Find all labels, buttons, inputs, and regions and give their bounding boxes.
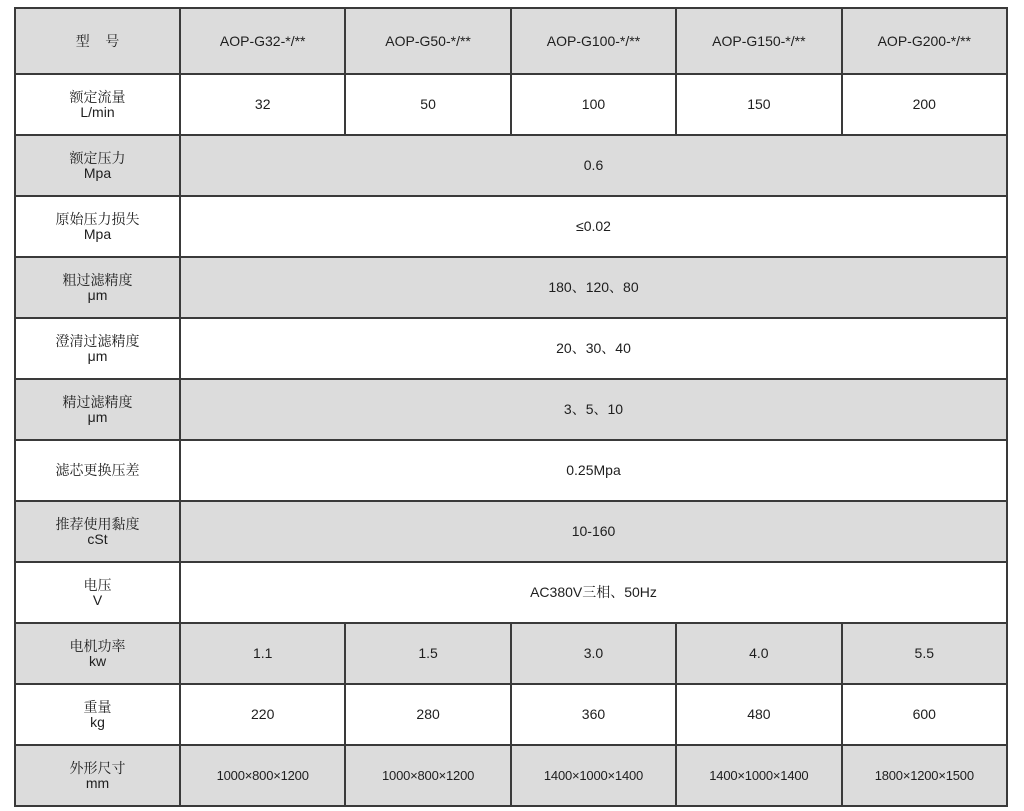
row-unit: μm — [87, 286, 108, 303]
row-label-cell — [15, 135, 180, 196]
row-rated-pressure — [15, 135, 1007, 196]
row-unit: kw — [88, 652, 107, 669]
value-cell: 32 — [180, 74, 345, 135]
row-label: 粗过滤精度 — [62, 271, 133, 288]
row-label: 精过滤精度 — [62, 393, 133, 410]
header-row — [15, 8, 1007, 74]
row-label-cell — [15, 74, 180, 135]
value-cell: 1.1 — [180, 623, 345, 684]
row-label: 推荐使用黏度 — [55, 515, 140, 532]
row-label-cell — [15, 196, 180, 257]
row-rated-flow — [15, 74, 1007, 135]
value-cell: 100 — [511, 74, 676, 135]
value-cell: 220 — [180, 684, 345, 745]
row-element-change-pressure — [15, 440, 1007, 501]
row-label: 澄清过滤精度 — [55, 332, 140, 349]
row-clarifying-filtration — [15, 318, 1007, 379]
value-cell: 200 — [842, 74, 1007, 135]
merged-value-cell: 20、30、40 — [180, 318, 1007, 379]
value-cell: 280 — [345, 684, 510, 745]
row-label-cell — [15, 623, 180, 684]
value-cell: 480 — [676, 684, 841, 745]
row-dimensions — [15, 745, 1007, 806]
model-cell: AOP-G32-*/** — [180, 8, 345, 74]
value-cell: 150 — [676, 74, 841, 135]
row-label: 原始压力损失 — [55, 210, 140, 227]
value-cell: 1.5 — [345, 623, 510, 684]
model-cell: AOP-G50-*/** — [345, 8, 510, 74]
row-unit: mm — [85, 774, 110, 791]
value-cell: 1800×1200×1500 — [842, 745, 1007, 806]
row-motor-power — [15, 623, 1007, 684]
row-label-cell — [15, 379, 180, 440]
value-cell: 50 — [345, 74, 510, 135]
row-voltage — [15, 562, 1007, 623]
row-fine-filtration — [15, 379, 1007, 440]
spec-table — [14, 7, 1008, 807]
row-unit: Mpa — [83, 164, 112, 181]
row-label-cell — [15, 501, 180, 562]
row-recommended-viscosity — [15, 501, 1007, 562]
row-initial-pressure-loss — [15, 196, 1007, 257]
merged-value-cell: 10-160 — [180, 501, 1007, 562]
value-cell: 5.5 — [842, 623, 1007, 684]
value-cell: 3.0 — [511, 623, 676, 684]
row-unit: μm — [87, 408, 108, 425]
row-label-cell — [15, 684, 180, 745]
row-unit: L/min — [80, 103, 115, 120]
model-cell: AOP-G100-*/** — [511, 8, 676, 74]
row-label-cell — [15, 440, 180, 501]
row-unit: cSt — [87, 530, 108, 547]
merged-value-cell: AC380V三相、50Hz — [180, 562, 1007, 623]
model-cell: AOP-G200-*/** — [842, 8, 1007, 74]
row-label: 重量 — [83, 698, 112, 715]
row-label: 外形尺寸 — [69, 759, 126, 776]
value-cell: 1000×800×1200 — [345, 745, 510, 806]
merged-value-cell: 0.25Mpa — [180, 440, 1007, 501]
merged-value-cell: 180、120、80 — [180, 257, 1007, 318]
row-label-cell — [15, 257, 180, 318]
row-label-cell — [15, 745, 180, 806]
row-label: 电压 — [83, 576, 112, 593]
value-cell: 4.0 — [676, 623, 841, 684]
row-unit: kg — [90, 713, 105, 730]
value-cell: 600 — [842, 684, 1007, 745]
row-label: 额定流量 — [69, 88, 126, 105]
value-cell: 1400×1000×1400 — [676, 745, 841, 806]
merged-value-cell: 0.6 — [180, 135, 1007, 196]
row-label-cell — [15, 562, 180, 623]
value-cell: 1400×1000×1400 — [511, 745, 676, 806]
model-cell: AOP-G150-*/** — [676, 8, 841, 74]
row-weight — [15, 684, 1007, 745]
row-label-cell — [15, 318, 180, 379]
merged-value-cell: ≤0.02 — [180, 196, 1007, 257]
row-coarse-filtration — [15, 257, 1007, 318]
model-label: 型 号 — [75, 32, 120, 49]
row-unit: V — [92, 591, 103, 608]
row-label: 滤芯更换压差 — [55, 462, 140, 478]
model-label-cell — [15, 8, 180, 74]
row-unit: Mpa — [83, 225, 112, 242]
value-cell: 360 — [511, 684, 676, 745]
row-label: 额定压力 — [69, 149, 126, 166]
row-unit: μm — [87, 347, 108, 364]
row-label: 电机功率 — [69, 637, 126, 654]
merged-value-cell: 3、5、10 — [180, 379, 1007, 440]
value-cell: 1000×800×1200 — [180, 745, 345, 806]
